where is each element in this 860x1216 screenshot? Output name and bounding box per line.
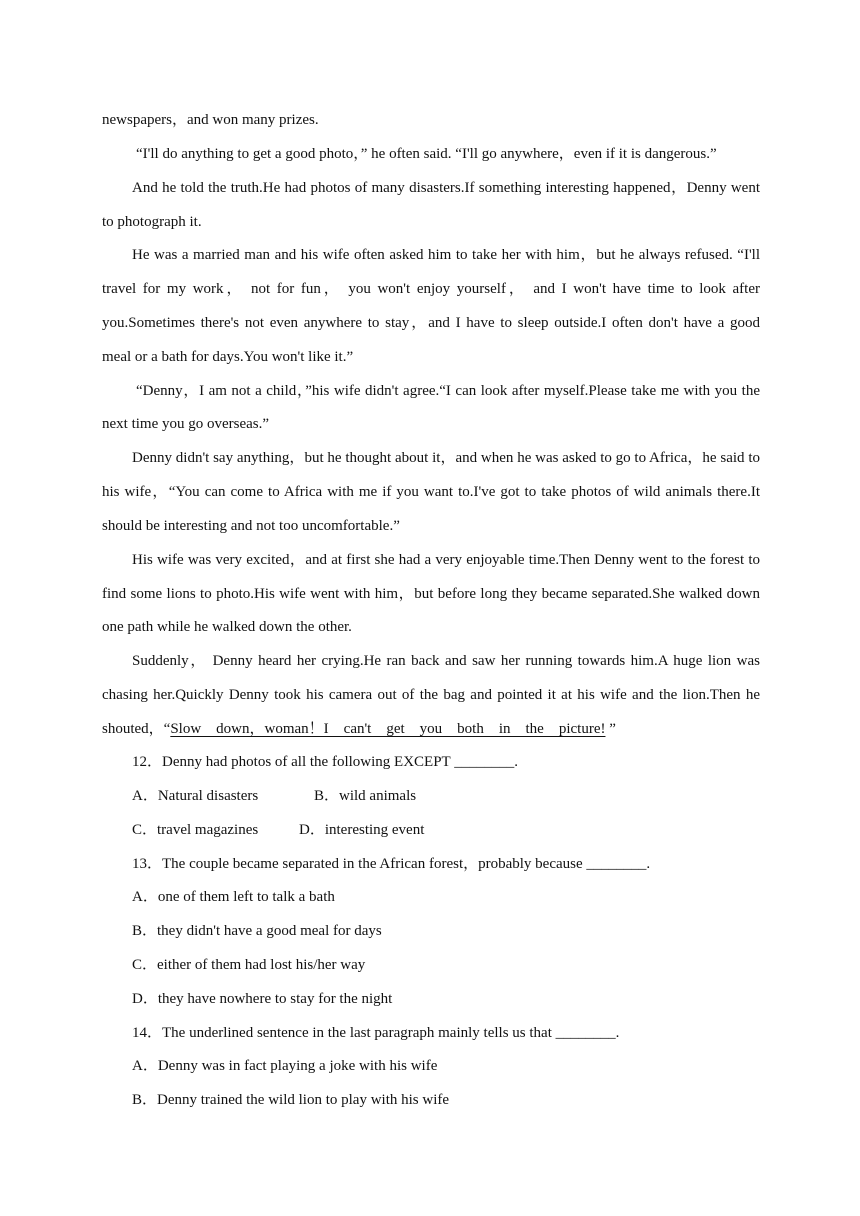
passage-line: you.Sometimes there's not even anywhere to stay，and I have to sleep outside.I often don't have a good xyxy=(102,315,760,331)
passage-line: next time you go overseas.” xyxy=(102,416,270,432)
question-stem: 13．The couple became separated in the African forest，probably because ________. xyxy=(132,856,651,872)
answer-option: C．either of them had lost his/her way xyxy=(132,957,366,973)
answer-option: B．Denny trained the wild lion to play with his wife xyxy=(132,1092,450,1108)
passage-line: travel for my work， not for fun， you won't enjoy yourself， and I won't have time to look after xyxy=(102,281,760,297)
passage-line: one path while he walked down the other. xyxy=(102,619,352,635)
passage-line: His wife was very excited，and at first she had a very enjoyable time.Then Denny went to the forest to xyxy=(132,552,760,568)
passage-line: chasing her.Quickly Denny took his camera out of the bag and pointed it at his wife and the lion.Then he xyxy=(102,687,760,703)
passage-line: Suddenly， Denny heard her crying.He ran back and saw her running towards him.A huge lion was xyxy=(132,653,760,669)
answer-option: D．they have nowhere to stay for the night xyxy=(132,991,393,1007)
passage-line: He was a married man and his wife often asked him to take her with him，but he always refused. “I'll xyxy=(132,247,760,263)
passage-line: “I'll do anything to get a good photo，” he often said. “I'll go anywhere，even if it is dangerous.” xyxy=(136,146,717,162)
answer-option: A．one of them left to talk a bath xyxy=(132,889,335,905)
passage-line: to photograph it. xyxy=(102,214,202,230)
answer-option: A．Natural disasters xyxy=(132,788,259,804)
passage-line: Denny didn't say anything，but he thought about it，and when he was asked to go to Africa，he said to xyxy=(132,450,760,466)
question-stem: 12．Denny had photos of all the following EXCEPT ________. xyxy=(132,754,518,770)
answer-option: A．Denny was in fact playing a joke with his wife xyxy=(132,1058,438,1074)
line-suffix: ” xyxy=(605,721,616,737)
line-prefix: shouted，“ xyxy=(102,721,171,737)
answer-option: B．they didn't have a good meal for days xyxy=(132,923,382,939)
passage-line: his wife，“You can come to Africa with me if you want to.I've got to take photos of wild animals there.It xyxy=(102,484,760,500)
question-stem: 14．The underlined sentence in the last paragraph mainly tells us that ________. xyxy=(132,1025,620,1041)
underlined-sentence: Slow down，woman！I can't get you both in the picture! xyxy=(170,721,606,737)
passage-line: should be interesting and not too uncomfortable.” xyxy=(102,518,400,534)
passage-line: And he told the truth.He had photos of many disasters.If something interesting happened，Denny went xyxy=(132,180,760,196)
passage-line: newspapers，and won many prizes. xyxy=(102,112,319,128)
passage-line: find some lions to photo.His wife went with him，but before long they became separated.She walked down xyxy=(102,586,760,602)
passage-line: “Denny，I am not a child，”his wife didn't agree.“I can look after myself.Please take me with you the xyxy=(136,383,760,399)
passage-line xyxy=(102,719,616,739)
answer-option: D．interesting event xyxy=(299,822,425,838)
answer-option: B．wild animals xyxy=(314,788,417,804)
answer-option: C．travel magazines xyxy=(132,822,259,838)
passage-line: meal or a bath for days.You won't like it.” xyxy=(102,349,354,365)
